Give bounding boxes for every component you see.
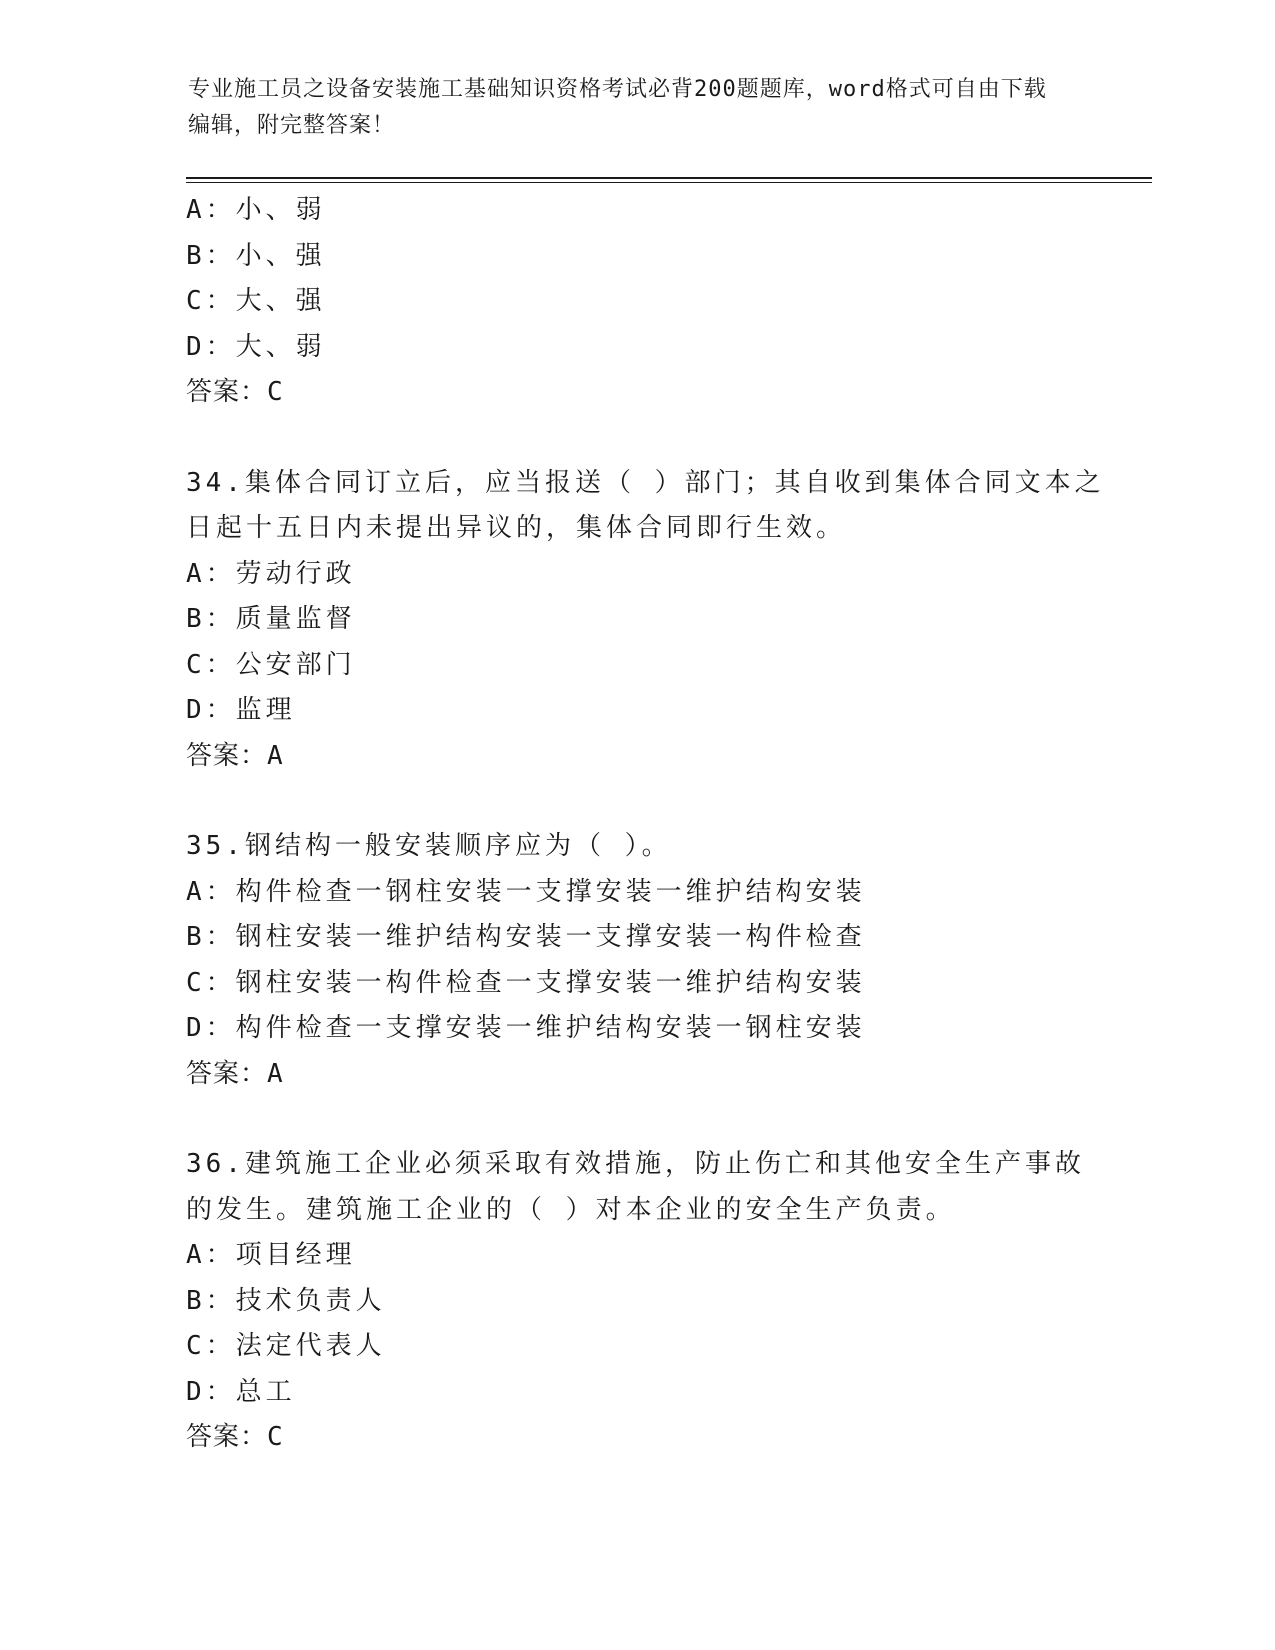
question-stem: 34.集体合同订立后，应当报送（ ）部门；其自收到集体合同文本之日起十五日内未提出异议的，集体合同即行生效。 [186,467,1105,543]
option-a: A：劳动行政 [186,558,356,589]
question-list [186,188,1106,1461]
option-c: C：公安部门 [186,649,356,680]
option-d: D：构件检查一支撑安装一维护结构安装一钢柱安装 [186,1013,866,1043]
question-33-continued [186,188,1106,416]
option-a: A：小、弱 [186,195,326,225]
option-c: C：钢柱安装一构件检查一支撑安装一维护结构安装 [186,967,866,998]
option-a: A：构件检查一钢柱安装一支撑安装一维护结构安装 [186,876,866,907]
option-c: C：法定代表人 [186,1331,386,1361]
option-b: B：技术负责人 [186,1285,386,1316]
header-divider-thin [186,182,1152,183]
answer-line: 答案：C [186,1422,284,1452]
answer-line: 答案：C [186,377,284,407]
document-header [188,72,1068,144]
question-stem: 36.建筑施工企业必须采取有效措施，防止伤亡和其他安全生产事故的发生。建筑施工企业的（ ）对本企业的安全生产负责。 [186,1149,1085,1225]
option-b: B：钢柱安装一维护结构安装一支撑安装一构件检查 [186,922,866,952]
question-35 [186,824,1106,1097]
answer-line: 答案：A [186,740,284,771]
answer-line: 答案：A [186,1058,284,1089]
question-34 [186,461,1106,780]
header-divider-thick [186,177,1152,179]
option-c: C：大、强 [186,286,326,316]
question-36 [186,1142,1106,1461]
document-title: 专业施工员之设备安装施工基础知识资格考试必背200题题库，word格式可自由下载编辑，附完整答案！ [188,77,1047,138]
option-b: B：小、强 [186,240,326,271]
option-d: D：大、弱 [186,331,326,362]
option-d: D：监理 [186,695,296,725]
question-stem: 35.钢结构一般安装顺序应为（ ）。 [186,831,672,861]
option-a: A：项目经理 [186,1240,356,1270]
option-b: B：质量监督 [186,604,356,634]
option-d: D：总工 [186,1376,296,1407]
